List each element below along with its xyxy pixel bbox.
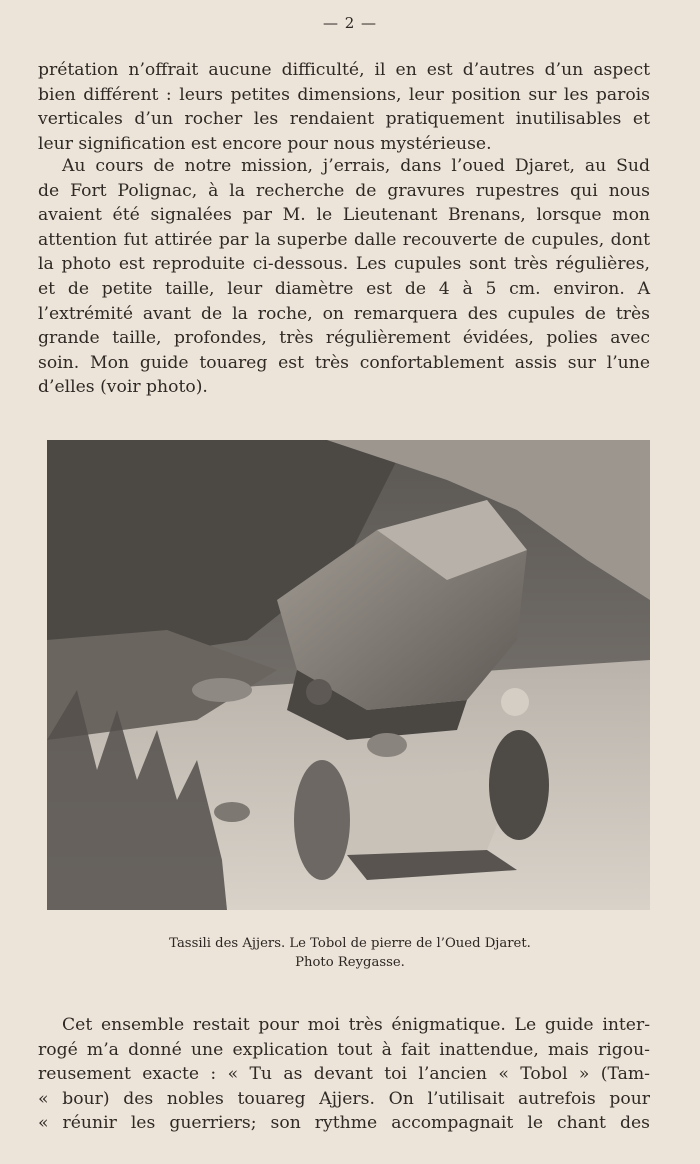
text-line: Au cours de notre mission, j’errais, dans l’oued Djaret, au Sud	[62, 156, 650, 176]
text-line: l’extrémité avant de la roche, on remarquera des cupules de très	[38, 303, 650, 324]
text-line: et de petite taille, leur diamètre est de 4 à 5 cm. environ. A	[38, 278, 650, 299]
text-line: Cet ensemble restait pour moi très énigmatique. Le guide inter-	[62, 1015, 650, 1035]
text-line: soin. Mon guide touareg est très confortablement assis sur l’une	[38, 352, 650, 373]
text-line: reusement exacte : « Tu as devant toi l’ancien « Tobol » (Tam-	[38, 1064, 650, 1085]
paragraph-2	[38, 154, 650, 400]
figure-caption	[0, 934, 700, 972]
text-line: verticales d’un rocher les rendaient pratiquement inutilisables et	[38, 109, 650, 130]
text-line: de Fort Polignac, à la recherche de gravures rupestres qui nous	[38, 180, 650, 201]
text-line: grande taille, profondes, très régulièrement évidées, polies avec	[38, 328, 650, 349]
text-line: « bour) des nobles touareg Ajjers. On l’utilisait autrefois pour	[38, 1088, 650, 1109]
text-line: la photo est reproduite ci-dessous. Les cupules sont très régulières,	[38, 254, 650, 275]
text-line: rogé m’a donné une explication tout à fait inattendue, mais rigou-	[38, 1039, 650, 1060]
text-line: « réunir les guerriers; son rythme accompagnait le chant des	[38, 1113, 650, 1134]
paragraph-1	[38, 58, 650, 156]
text-line: avaient été signalées par M. le Lieutenant Brenans, lorsque mon	[38, 205, 650, 226]
text-line: leur signification est encore pour nous mystérieuse.	[38, 133, 492, 154]
text-line: prétation n’offrait aucune difficulté, il en est d’autres d’un aspect	[38, 60, 650, 80]
text-line: d’elles (voir photo).	[38, 377, 208, 398]
caption-line: Tassili des Ajjers. Le Tobol de pierre de l’Oued Djaret.	[169, 936, 531, 951]
page-number: — 2 —	[322, 14, 378, 32]
paragraph-3	[38, 1013, 650, 1136]
text-line: attention fut attirée par la superbe dalle recouverte de cupules, dont	[38, 229, 650, 250]
caption-credit: Photo Reygasse.	[295, 955, 405, 970]
text-line: bien différent : leurs petites dimensions, leur position sur les parois	[38, 84, 650, 105]
photograph	[47, 440, 650, 910]
